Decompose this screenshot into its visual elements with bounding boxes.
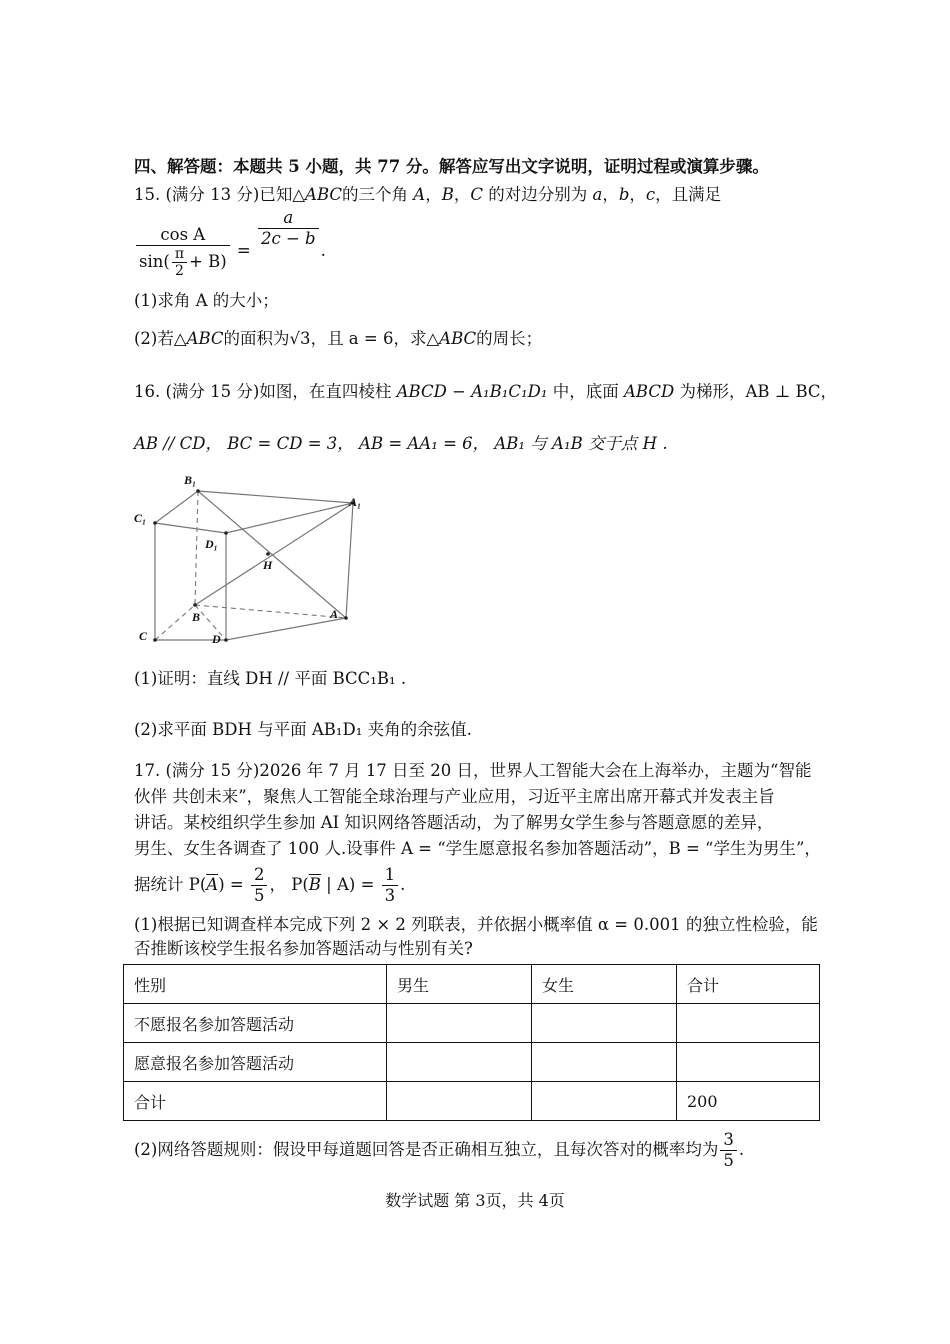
q16-part2: (2)求平面 BDH 与平面 AB₁D₁ 夹角的余弦值. (134, 720, 472, 739)
label-C1: C₁ (134, 511, 147, 525)
q15-equation: cos A sin( $\frac{\pi}{2}$ + B) = $\frac{a}{2c - b}$ . (134, 208, 326, 279)
q15-part2: (2)若△ABC的面积为√3，且 a = 6，求△ABC的周长； (134, 329, 543, 348)
label-A1: A₁ (349, 495, 362, 509)
q16-part1: (1)证明：直线 DH // 平面 BCC₁B₁ . (134, 669, 407, 688)
q17-line5: 据统计 $P(\overline{A})$ = $\frac{2}{5}$ ， $P(\overline{B}$ | A) = $\frac{1}{3}$ . (134, 865, 406, 905)
table-cell: 合计 (124, 1082, 387, 1121)
label-D: D (212, 632, 221, 646)
q15-part1: (1)求角 A 的大小； (134, 291, 279, 310)
q17-part1-line1: (1)根据已知调查样本完成下列 2 × 2 列联表，并依据小概率值 α = 0.001 的独立性检验，能 (134, 915, 818, 934)
table-cell: 愿意报名参加答题活动 (124, 1043, 387, 1082)
table-cell (677, 1004, 820, 1043)
label-D1: D₁ (205, 537, 218, 551)
table-row (124, 1004, 820, 1043)
q17-part2: (2)网络答题规则：假设甲每道题回答是否正确相互独立，且每次答对的概率均为 $\frac{3}{5}$ . (134, 1130, 745, 1170)
table-cell (387, 1043, 532, 1082)
q15-intro: 15. (满分 13 分)已知△ABC的三个角 A，B，C 的对边分别为 a，b，c，且满足 (134, 185, 722, 204)
q17-line1: 17. (满分 15 分)2026 年 7 月 17 日至 20 日，世界人工智能大会在上海举办，主题为“智能 (134, 761, 812, 780)
q17-line4: 男生、女生各调查了 100 人.设事件 A = “学生愿意报名参加答题活动”，B = “学生为男生”， (134, 839, 821, 858)
q16-line2: AB // CD， BC = CD = 3， AB = AA₁ = 6， AB₁ 与 A₁B 交于点 H . (134, 434, 668, 453)
label-H: H (263, 558, 273, 572)
label-C: C (139, 629, 148, 643)
q17-line2: 伙伴 共创未来”，聚焦人工智能全球治理与产业应用，习近平主席出席开幕式并发表主旨 (134, 787, 775, 806)
q17-part1-line2: 否推断该校学生报名参加答题活动与性别有关? (134, 939, 473, 958)
table-header-cell: 合计 (677, 965, 820, 1004)
q15-left-fraction: cos A sin( $\frac{\pi}{2}$ + B) (136, 225, 230, 279)
table-cell (532, 1043, 677, 1082)
q15-right-fraction: $\frac{a}{2c - b}$ (258, 208, 319, 249)
label-A: A (330, 607, 339, 621)
section-title: 四、解答题：本题共 5 小题，共 77 分。解答应写出文字说明，证明过程或演算步骤。 (134, 157, 769, 176)
contingency-table (123, 964, 820, 1121)
table-header-cell: 男生 (387, 965, 532, 1004)
table-cell (387, 1004, 532, 1043)
table-cell: 不愿报名参加答题活动 (124, 1004, 387, 1043)
table-header-row (124, 965, 820, 1004)
table-row (124, 1082, 820, 1121)
label-B1: B₁ (184, 473, 197, 487)
q17-line3: 讲话。某校组织学生参加 AI 知识网络答题活动，为了解男女学生参与答题意愿的差异， (134, 813, 774, 832)
table-header-cell: 性别 (124, 965, 387, 1004)
table-cell (532, 1004, 677, 1043)
q16-line1: 16. (满分 15 分)如图，在直四棱柱 ABCD − A₁B₁C₁D₁ 中，底面 ABCD 为梯形，AB ⊥ BC， (134, 382, 838, 401)
table-cell (532, 1082, 677, 1121)
prism-figure (128, 470, 378, 650)
table-cell: 200 (677, 1082, 820, 1121)
table-header-cell: 女生 (532, 965, 677, 1004)
page-footer: 数学试题 第 3页，共 4页 (385, 1191, 565, 1210)
table-cell (677, 1043, 820, 1082)
table-row (124, 1043, 820, 1082)
label-B: B (192, 610, 201, 624)
table-cell (387, 1082, 532, 1121)
